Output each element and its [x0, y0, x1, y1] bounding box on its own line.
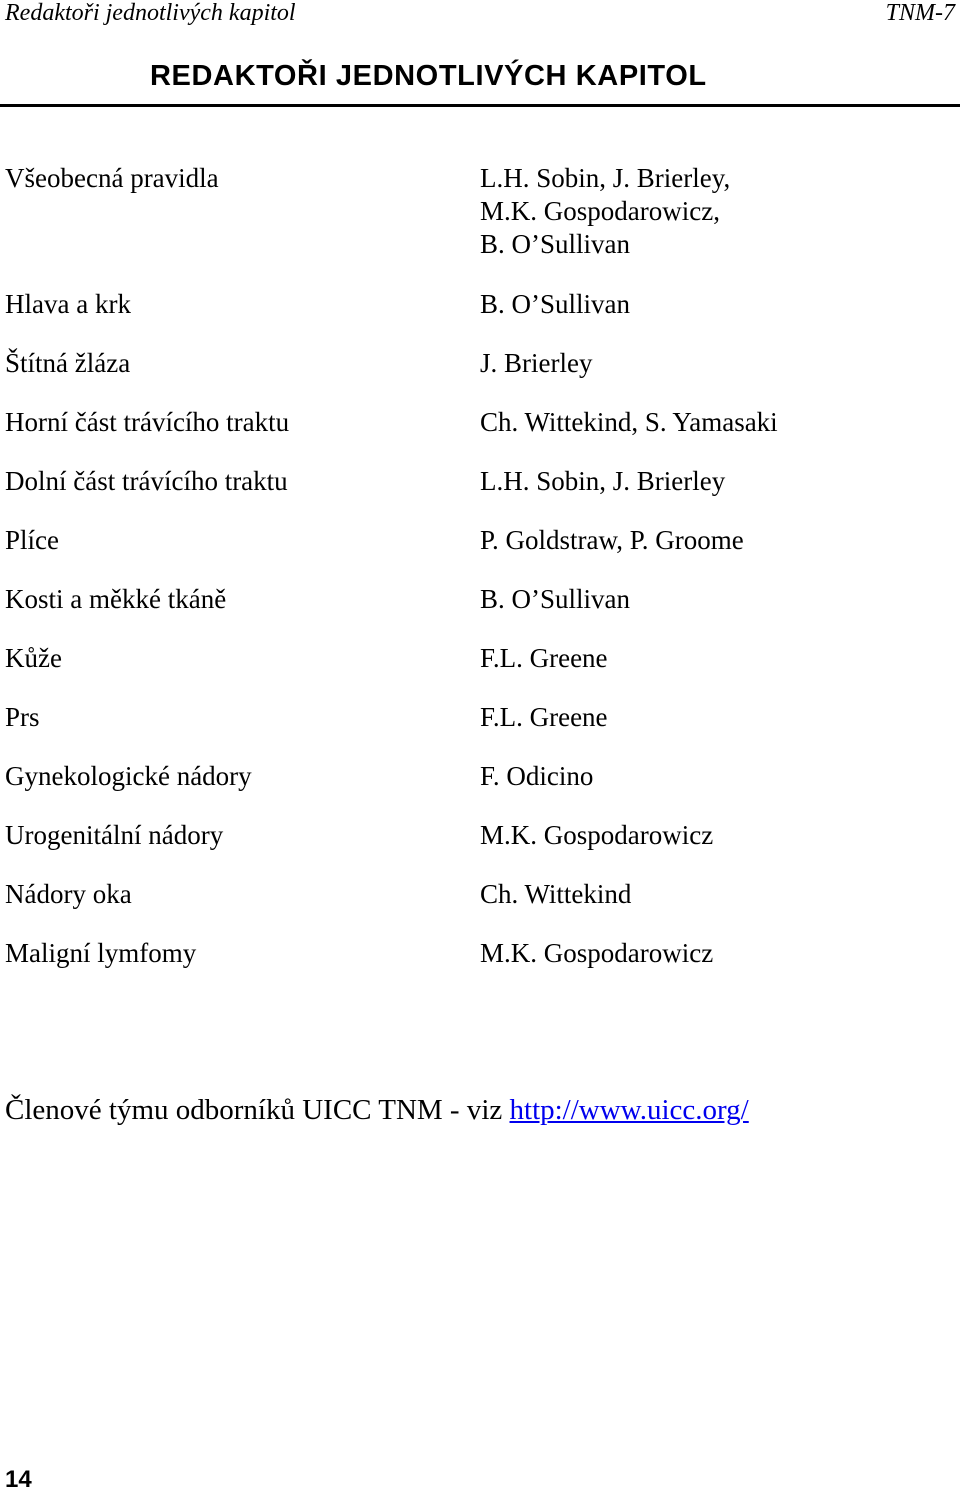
chapter-name: Nádory oka: [5, 879, 132, 909]
chapter-editors: F.L. Greene: [480, 643, 608, 673]
chapter-editors: J. Brierley: [480, 348, 593, 378]
chapter-editors: B. O’Sullivan: [480, 584, 631, 614]
chapter-name: Plíce: [5, 525, 59, 555]
footer-note: [5, 1094, 749, 1127]
chapter-name: Kůže: [5, 643, 62, 673]
chapter-name: Dolní část trávícího traktu: [5, 466, 288, 496]
footer-note-text: Členové týmu odborníků UICC TNM - viz: [5, 1094, 510, 1126]
chapter-editors: P. Goldstraw, P. Groome: [480, 525, 744, 555]
chapter-name: Prs: [5, 702, 40, 732]
chapter-editors: F. Odicino: [480, 761, 594, 791]
chapter-editors: L.H. Sobin, J. Brierley, M.K. Gospodarowicz, B. O’Sullivan: [480, 163, 731, 259]
chapter-name: Urogenitální nádory: [5, 820, 224, 850]
chapter-name: Všeobecná pravidla: [5, 163, 219, 193]
page-title: REDAKTOŘI JEDNOTLIVÝCH KAPITOL: [150, 60, 707, 92]
chapter-editors: F.L. Greene: [480, 702, 608, 732]
running-header-title: Redaktoři jednotlivých kapitol: [5, 0, 296, 26]
running-header: [0, 0, 960, 30]
chapter-editors: M.K. Gospodarowicz: [480, 820, 714, 850]
chapter-name: Kosti a měkké tkáně: [5, 584, 227, 614]
page-number: 14: [5, 1466, 32, 1493]
chapter-name: Štítná žláza: [5, 348, 131, 378]
chapter-editors: Ch. Wittekind, S. Yamasaki: [480, 407, 778, 437]
uicc-link[interactable]: http://www.uicc.org/: [509, 1094, 749, 1126]
chapter-name: Horní část trávícího traktu: [5, 407, 290, 437]
chapter-editors: L.H. Sobin, J. Brierley: [480, 466, 726, 496]
chapter-name: Gynekologické nádory: [5, 761, 252, 791]
chapter-name: Hlava a krk: [5, 289, 131, 319]
chapter-editors: B. O’Sullivan: [480, 289, 631, 319]
chapter-name: Maligní lymfomy: [5, 938, 197, 968]
chapter-editors: Ch. Wittekind: [480, 879, 632, 909]
title-rule: [0, 104, 960, 107]
running-header-code: TNM-7: [885, 0, 955, 26]
chapter-editors: M.K. Gospodarowicz: [480, 938, 714, 968]
